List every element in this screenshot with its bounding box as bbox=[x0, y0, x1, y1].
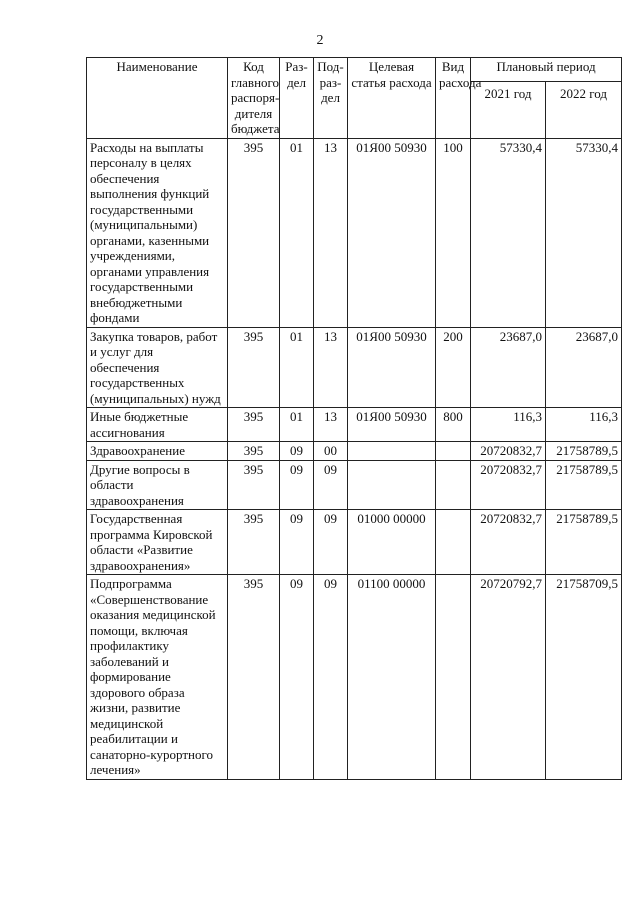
header-type: Вид расхода bbox=[436, 58, 471, 139]
page-number: 2 bbox=[316, 33, 324, 48]
row-name: Государственная программа Кировской области «Развитие здравоохранения» bbox=[87, 510, 228, 575]
row-subsection: 09 bbox=[314, 510, 348, 575]
row-2021: 23687,0 bbox=[471, 327, 546, 408]
row-type bbox=[436, 575, 471, 780]
row-type: 800 bbox=[436, 408, 471, 442]
table-row bbox=[87, 408, 622, 442]
header-year-2022: 2022 год bbox=[546, 81, 622, 138]
row-name: Иные бюджетные ассигнования bbox=[87, 408, 228, 442]
row-code: 395 bbox=[228, 575, 280, 780]
header-year-2021: 2021 год bbox=[471, 81, 546, 138]
row-subsection: 13 bbox=[314, 327, 348, 408]
table-row bbox=[87, 460, 622, 510]
row-name: Подпрограмма «Совершенствование оказания медицинской помощи, включая профилактику заболеваний и формирование здорового образа жизни, развитие медицинской реабилитации и санаторно-курортного лечения» bbox=[87, 575, 228, 780]
row-2022: 21758789,5 bbox=[546, 510, 622, 575]
row-type bbox=[436, 510, 471, 575]
header-period: Плановый период bbox=[471, 58, 622, 82]
row-2022: 21758709,5 bbox=[546, 575, 622, 780]
row-subsection: 00 bbox=[314, 442, 348, 461]
row-section: 09 bbox=[280, 575, 314, 780]
table-row bbox=[87, 138, 622, 327]
row-type bbox=[436, 460, 471, 510]
row-type: 200 bbox=[436, 327, 471, 408]
table-row bbox=[87, 510, 622, 575]
row-2021: 20720832,7 bbox=[471, 460, 546, 510]
row-code: 395 bbox=[228, 138, 280, 327]
row-section: 09 bbox=[280, 460, 314, 510]
row-name: Другие вопросы в области здравоохранения bbox=[87, 460, 228, 510]
row-target: 01Я00 50930 bbox=[348, 138, 436, 327]
table-row bbox=[87, 575, 622, 780]
row-type: 100 bbox=[436, 138, 471, 327]
row-name: Закупка товаров, работ и услуг для обеспечения государственных (муниципальных) нужд bbox=[87, 327, 228, 408]
row-target: 01Я00 50930 bbox=[348, 408, 436, 442]
header-code: Код главного распоря-дителя бюджета bbox=[228, 58, 280, 139]
row-2022: 21758789,5 bbox=[546, 460, 622, 510]
row-code: 395 bbox=[228, 327, 280, 408]
row-subsection: 13 bbox=[314, 408, 348, 442]
row-section: 09 bbox=[280, 510, 314, 575]
row-2021: 116,3 bbox=[471, 408, 546, 442]
header-row bbox=[87, 58, 622, 82]
row-target bbox=[348, 442, 436, 461]
row-name: Расходы на выплаты персоналу в целях обеспечения выполнения функций государственными (муниципальными) органами, казенными учреждениями, органами управления государственными внебюджетными фондами bbox=[87, 138, 228, 327]
row-target: 01100 00000 bbox=[348, 575, 436, 780]
row-section: 09 bbox=[280, 442, 314, 461]
row-2021: 20720832,7 bbox=[471, 510, 546, 575]
table-row bbox=[87, 442, 622, 461]
header-name: Наименование bbox=[87, 58, 228, 139]
row-subsection: 09 bbox=[314, 460, 348, 510]
row-name: Здравоохранение bbox=[87, 442, 228, 461]
row-subsection: 09 bbox=[314, 575, 348, 780]
row-section: 01 bbox=[280, 408, 314, 442]
row-2022: 23687,0 bbox=[546, 327, 622, 408]
row-2022: 116,3 bbox=[546, 408, 622, 442]
row-code: 395 bbox=[228, 460, 280, 510]
row-2021: 57330,4 bbox=[471, 138, 546, 327]
row-2021: 20720832,7 bbox=[471, 442, 546, 461]
row-section: 01 bbox=[280, 327, 314, 408]
row-section: 01 bbox=[280, 138, 314, 327]
row-type bbox=[436, 442, 471, 461]
row-target bbox=[348, 460, 436, 510]
row-subsection: 13 bbox=[314, 138, 348, 327]
row-target: 01Я00 50930 bbox=[348, 327, 436, 408]
header-target: Целевая статья расхода bbox=[348, 58, 436, 139]
table-row bbox=[87, 327, 622, 408]
row-code: 395 bbox=[228, 442, 280, 461]
header-subsection: Под-раз-дел bbox=[314, 58, 348, 139]
row-2022: 21758789,5 bbox=[546, 442, 622, 461]
budget-table bbox=[86, 57, 622, 780]
row-code: 395 bbox=[228, 510, 280, 575]
header-section: Раз-дел bbox=[280, 58, 314, 139]
row-target: 01000 00000 bbox=[348, 510, 436, 575]
row-2022: 57330,4 bbox=[546, 138, 622, 327]
row-code: 395 bbox=[228, 408, 280, 442]
row-2021: 20720792,7 bbox=[471, 575, 546, 780]
